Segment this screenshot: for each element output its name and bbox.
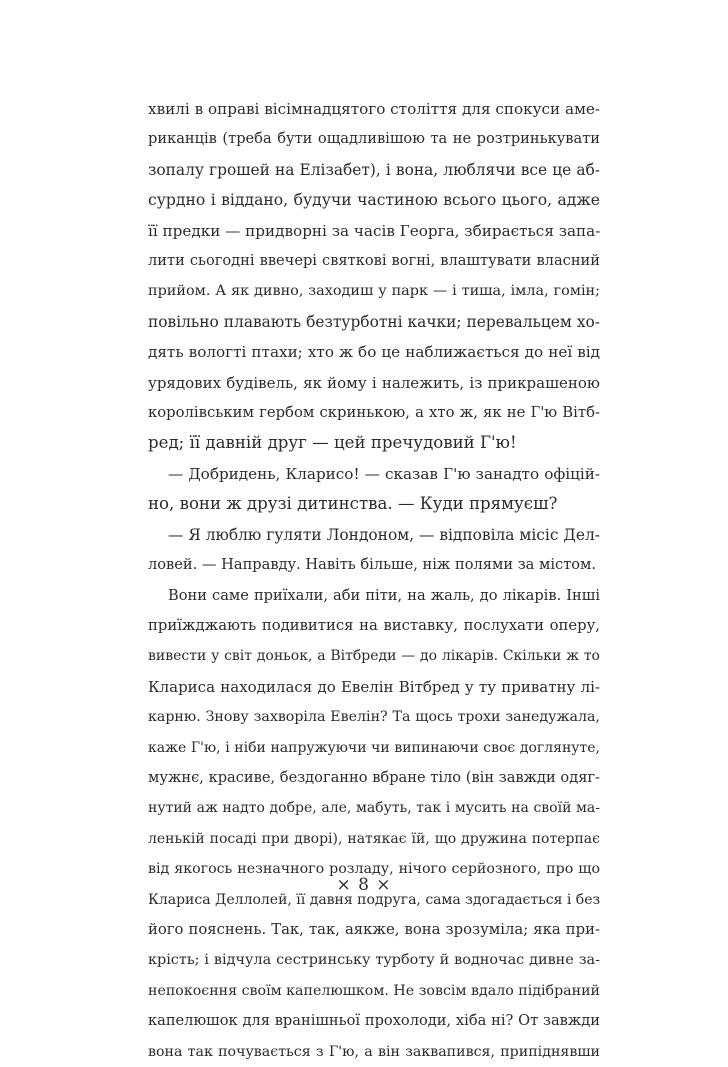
text-line: Вони саме приїхали, аби піти, на жаль, до лікарів. Інші bbox=[168, 586, 600, 604]
text-line: карню. Знову захворіла Евелін? Та щось трохи занедужала, bbox=[148, 709, 600, 726]
text-line: приїжджають подивитися на виставку, послухати оперу, bbox=[148, 616, 600, 634]
text-line: но, вони ж друзі дитинства. — Куди прямуєш? bbox=[148, 494, 558, 514]
page-number: × 8 × bbox=[336, 875, 392, 895]
text-line: його пояснень. Так, так, аякже, вона зрозуміла; яка при- bbox=[148, 920, 600, 938]
text-line: риканців (треба бути ощадливішою та не розтринькувати bbox=[148, 130, 600, 148]
text-line: сурдно і віддано, будучи частиною всього цього, адже bbox=[148, 191, 600, 210]
text-line: крість; і відчула сестринську турботу й водночас дивне за- bbox=[148, 952, 600, 969]
text-line: від якогось незначного розладу, нічого серйозного, про що bbox=[148, 861, 600, 878]
text-line: зопалу грошей на Елізабет), і вона, люблячи все це аб- bbox=[148, 160, 600, 179]
body-text bbox=[148, 94, 600, 1067]
text-line: вона так почувається з Г'ю, а він заквапився, припіднявши bbox=[148, 1043, 600, 1060]
text-line: королівським гербом скринькою, а хто ж, як не Г'ю Вітб- bbox=[148, 404, 600, 422]
text-line: урядових будівель, як йому і належить, із прикрашеною bbox=[148, 373, 600, 392]
text-line: повільно плавають безтурботні качки; перевальцем хо- bbox=[148, 312, 600, 331]
text-line: Клариса Деллолей, її давня подруга, сама здогадається і без bbox=[148, 891, 601, 908]
text-line: її предки — придворні за часів Георга, збирається запа- bbox=[148, 221, 601, 240]
text-line: Клариса находилася до Евелін Вітбред у ту приватну лі- bbox=[148, 677, 600, 696]
text-line: мужнє, красиве, бездоганно вбране тіло (він завжди одяг- bbox=[148, 768, 600, 786]
text-line: ред; її давній друг — цей пречудовий Г'ю! bbox=[148, 433, 517, 453]
text-line: прийом. А як дивно, заходиш у парк — і тиша, імла, гомін; bbox=[148, 283, 600, 300]
text-line: каже Г'ю, і ніби напружуючи чи випинаючи своє доглянуте, bbox=[148, 739, 600, 756]
text-line: лити сьогодні ввечері святкові вогні, влаштувати власний bbox=[148, 252, 600, 270]
text-line: дять вологті птахи; хто ж бо це наближається до неї від bbox=[148, 343, 600, 362]
text-line: хвилі в оправі вісімнадцятого століття для спокуси аме- bbox=[148, 100, 600, 118]
text-line: вивести у світ доньок, а Вітбреди — до лікарів. Скільки ж то bbox=[148, 648, 600, 665]
text-line: непокоєння своїм капелюшком. Не зовсім вдало підібраний bbox=[148, 982, 600, 999]
text-line: ленькій посаді при дворі), натякає їй, що дружина потерпає bbox=[148, 830, 600, 847]
text-line: капелюшок для вранішньої прохолоди, хіба ні? От завжди bbox=[148, 1012, 600, 1030]
text-line: ловей. — Направду. Навіть більше, ніж полями за містом. bbox=[148, 556, 597, 574]
text-line: — Я люблю гуляти Лондоном, — відповіла місіс Дел- bbox=[168, 525, 600, 544]
text-line: нутий аж надто добре, але, мабуть, так і мусить на своїй ма- bbox=[148, 800, 600, 817]
text-line: — Добридень, Кларисо! — сказав Г'ю занадто офіцій- bbox=[168, 464, 600, 483]
